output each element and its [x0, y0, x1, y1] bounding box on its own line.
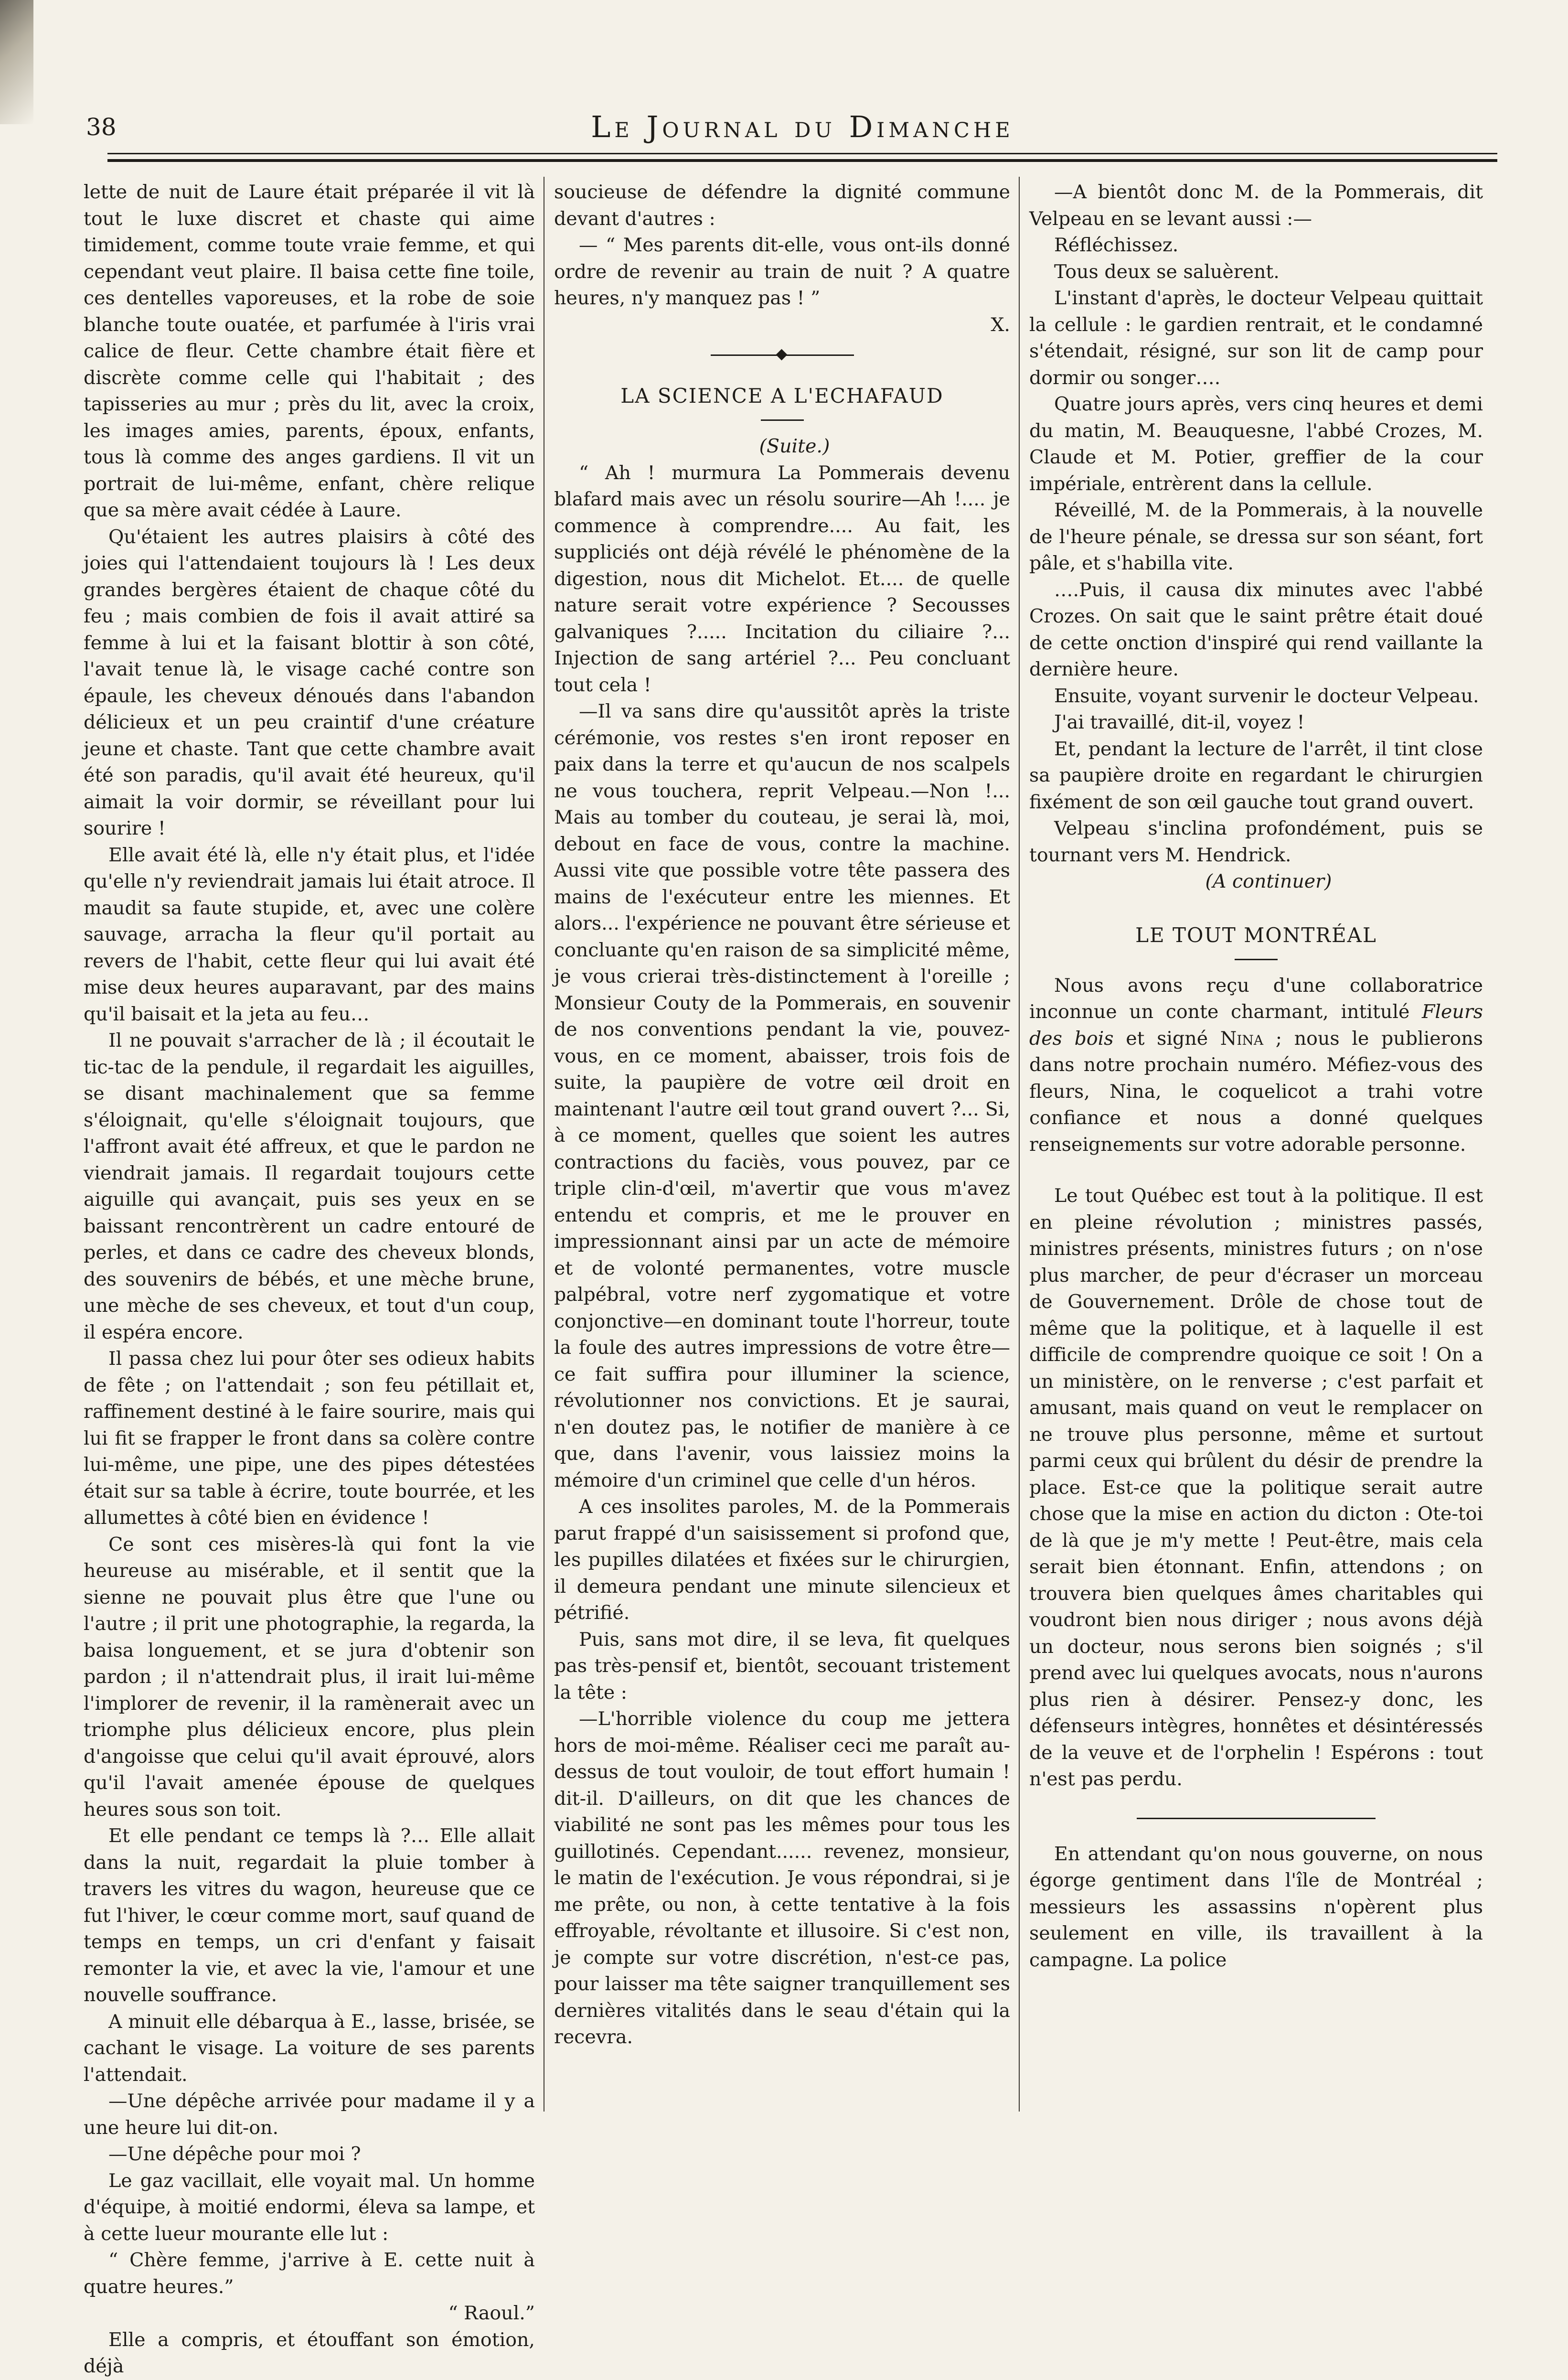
text-run: et signé: [1113, 1027, 1220, 1050]
ornamental-rule: [711, 354, 854, 356]
section-title: LA SCIENCE A L'ECHAFAUD: [620, 384, 944, 407]
paragraph: Puis, sans mot dire, il se leva, fit quelques pas très-pensif et, bientôt, secouant tristement la tête :: [554, 1628, 1010, 1704]
text-run: Nous avons reçu d'une collaboratrice inconnue un conte charmant, intitulé: [1029, 974, 1483, 1023]
paragraph: —A bientôt donc M. de la Pommerais, dit Velpeau en se levant aussi :—: [1029, 181, 1483, 230]
paragraph: Tous deux se saluèrent.: [1054, 260, 1280, 283]
title-rule: [761, 419, 804, 421]
paragraph: L'instant d'après, le docteur Velpeau quittait la cellule : le gardien rentrait, et le condamné s'étendait, résigné, sur son lit de camp pour dormir ou songer….: [1029, 287, 1483, 389]
paragraph: Velpeau s'inclina profondément, puis se tournant vers M. Hendrick.: [1029, 817, 1483, 866]
paragraph: A minuit elle débarqua à E., lasse, brisée, se cachant le visage. La voiture de ses parents l'attendait.: [84, 2010, 535, 2086]
column-2: [554, 179, 1010, 2162]
paragraph: A ces insolites paroles, M. de la Pommerais parut frappé d'un saisissement si profond que, les pupilles dilatées et fixées sur le chirurgien, il demeura pendant une minute silencieux et pétrifié.: [554, 1496, 1010, 1624]
continuation-note: (A continuer): [1205, 870, 1332, 892]
header-rule-thin: [107, 153, 1497, 154]
paragraph: soucieuse de défendre la dignité commune devant d'autres :: [554, 181, 1010, 230]
suite-label: (Suite.): [759, 435, 830, 457]
paragraph: J'ai travaillé, dit-il, voyez !: [1054, 711, 1305, 733]
paragraph: “ Ah ! murmura La Pommerais devenu blafard mais avec un résolu sourire—Ah !.... je commence à comprendre.... Au fait, les suppliciés ont déjà révélé le phénomène de la digestion, nous dit Michelot. Et.... de quelle nature serait votre expérience ? Secousses galvaniques ?..... Incitation du ciliaire ?... Injection de sang artériel ?... Peu concluant tout cela !: [554, 461, 1010, 696]
header-rule-thick: [107, 159, 1497, 162]
paragraph: ….Puis, il causa dix minutes avec l'abbé Crozes. On sait que le saint prêtre était doué de cette onction d'inspiré qui rend vaillante la dernière heure.: [1029, 579, 1483, 680]
paragraph: Ce sont ces misères-là qui font la vie heureuse au misérable, et il sentit que la sienne ne pouvait plus être que l'une ou l'autre ; il prit une photographie, la regarda, la baisa longuement, et se jura d'obtenir son pardon ; il n'attendrait plus, il irait lui-même l'implorer de revenir, il la ramènerait avec un triomphe plus délicieux encore, plus plein d'angoisse que celui qu'il avait éprouvé, alors qu'il l'avait amenée épouse de quelques heures sous son toit.: [84, 1533, 535, 1821]
paragraph: — “ Mes parents dit-elle, vous ont-ils donné ordre de revenir au train de nuit ? A quatre heures, n'y manquez pas ! ”: [554, 234, 1010, 309]
paragraph: Et, pendant la lecture de l'arrêt, il tint close sa paupière droite en regardant le chirurgien fixément de son œil gauche tout grand ouvert.: [1029, 738, 1483, 813]
separator-rule: [1137, 1818, 1376, 1819]
paragraph: Le gaz vacillait, elle voyait mal. Un homme d'équipe, à moitié endormi, éleva sa lampe, et à cette lueur mourante elle lut :: [84, 2169, 535, 2245]
title-rule: [1235, 959, 1278, 960]
paragraph: Qu'étaient les autres plaisirs à côté des joies qui l'attendaient toujours là ! Les deux grandes bergères étaient de chaque côté du feu ; mais combien de fois il avait attiré sa femme à lui et la faisant blottir à son côté, l'avait tenue là, le visage caché contre son épaule, les cheveux dénoués dans l'abandon délicieux et un peu craintif d'une créature jeune et chaste. Tant que cette chambre avait été son paradis, qu'il avait été heureux, qu'il aimait la voir dormir, se réveillant pour lui sourire !: [84, 525, 535, 839]
text-run: ; nous le publierons dans notre prochain numéro. Méfiez-vous des fleurs, Nina, le coquelicot a trahi votre confiance et nous a donné quelques renseignements sur votre adorable personne.: [1029, 1027, 1483, 1156]
section-title: LE TOUT MONTRÉAL: [1135, 923, 1377, 947]
column-3: [1029, 179, 1483, 2162]
paragraph: “ Chère femme, j'arrive à E. cette nuit à quatre heures.”: [84, 2249, 535, 2298]
telegram-signature: “ Raoul.”: [448, 2302, 535, 2324]
journal-title: Le Journal du Dimanche: [591, 109, 1014, 144]
paragraph: Le tout Québec est tout à la politique. Il est en pleine révolution ; ministres passés, ministres présents, ministres futurs ; on n'ose plus marcher, de peur d'écraser un morceau de Gouvernement. Drôle de chose tout de même que la politique, et à laquelle il est difficile de comprendre quoique ce soit ! On a un ministère, on le renverse ; c'est parfait et amusant, mais quand on veut le remplacer on ne trouve plus personne, même et surtout parmi ceux qui brûlent du désir de prendre la place. Est-ce que la politique serait autre chose que la mise en action du dicton : Ote-toi de là que je m'y mette ! Peut-être, mais cela serait bien étonnant. Enfin, attendons ; on trouvera bien quelques âmes charitables qui voudront bien nous diriger ; nous avons déjà un docteur, nous serons bien soignés ; s'il prend avec lui quelques avocats, nous n'aurons plus rien à désirer. Pensez-y donc, les défenseurs intègres, honnêtes et désintéressés de la veuve et de l'orphelin ! Espérons : tout n'est pas perdu.: [1029, 1185, 1483, 1790]
paragraph: lette de nuit de Laure était préparée il vit là tout le luxe discret et chaste qui aime timidement, comme toute vraie femme, et qui cependant veut plaire. Il baisa cette fine toile, ces dentelles vaporeuses, et la robe de soie blanche toute ouatée, et parfumée à l'iris vrai calice de fleur. Cette chambre était fière et discrète comme celle qui l'habitait ; des tapisseries au mur ; près du lit, avec la croix, les images amies, parents, époux, enfants, tous là comme des anges gardiens. Il vit un portrait de lui-même, enfant, chère relique que sa mère avait cédée à Laure.: [84, 181, 535, 521]
author-name: Nina: [1220, 1027, 1264, 1050]
paragraph: Il ne pouvait s'arracher de là ; il écoutait le tic-tac de la pendule, il regardait les aiguilles, se disant machinalement que sa femme s'éloignait, qu'elle s'éloignait toujours, que l'affront avait été affreux, et que le pardon ne viendrait jamais. Il regardait toujours cette aiguille qui avançait, puis ses yeux en se baissant rencontrèrent un cadre entouré de perles, et dans ce cadre des cheveux blonds, des souvenirs de bébés, et une mèche brune, une mèche de ses cheveux, et tout d'un coup, il espéra encore.: [84, 1029, 535, 1343]
paragraph: —Il va sans dire qu'aussitôt après la triste cérémonie, vos restes s'en iront reposer en paix dans la terre et qu'aucun de nos scalpels ne vous touchera, reprit Velpeau.—Non !... Mais au tomber du couteau, je serai là, moi, debout en face de vous, contre la machine. Aussi vite que possible votre tête passera des mains de l'exécuteur entre les miennes. Et alors... l'expérience ne pouvant être sérieuse et concluante qu'en raison de sa simplicité même, je vous crierai très-distinctement à l'oreille ; Monsieur Couty de la Pommerais, en souvenir de nos conventions pendant la vie, pouvez-vous, en ce moment, abaisser, trois fois de suite, la paupière de votre œil droit en maintenant l'autre œil tout grand ouvert ?... Si, à ce moment, quelles que soient les autres contractions du faciès, vous pouvez, par ce triple clin-d'œil, m'avertir que vous m'avez entendu et compris, et me le prouver en impressionnant ainsi par un acte de mémoire et de volonté permanentes, votre muscle palpébral, votre nerf zygomatique et votre conjonctive—en dominant toute l'horreur, toute la foule des autres impressions de votre être—ce fait suffira pour illuminer la science, révolutionner nos convictions. Et je saurai, n'en doutez pas, le notifier de manière à ce que, dans l'avenir, vous laissiez moins la mémoire d'un criminel que celle d'un héros.: [554, 700, 1010, 1491]
paragraph: Quatre jours après, vers cinq heures et demi du matin, M. Beauquesne, l'abbé Crozes, M. Claude et M. Potier, greffier de la cour impériale, entrèrent dans la cellule.: [1029, 393, 1483, 495]
page-header: [86, 109, 1519, 152]
scan-edge-shadow: [0, 0, 33, 124]
paragraph: —L'horrible violence du coup me jettera hors de moi-même. Réaliser ceci me paraît au-dessus de tout vouloir, de tout effort humain ! dit-il. D'ailleurs, on dit que les chances de viabilité ne sont pas les mêmes pour tous les guillotinés. Cependant...... revenez, monsieur, le matin de l'exécution. Je vous répondrai, si je me prête, ou non, à cette tentative à la fois effroyable, révoltante et illusoire. Si c'est non, je compte sur votre discrétion, n'est-ce pas, pour laisser ma tête saigner tranquillement ses dernières vitalités dans le seau d'étain qui la recevra.: [554, 1708, 1010, 2048]
paragraph: Elle a compris, et étouffant son émotion, déjà: [84, 2328, 535, 2377]
paragraph: Il passa chez lui pour ôter ses odieux habits de fête ; on l'attendait ; son feu pétillait et, raffinement destiné à le faire sourire, mais qui lui fit se frapper le front dans sa colère contre lui-même, une pipe, une des pipes détestées était sur sa table à écrire, toute bourrée, et les allumettes à côté bien en évidence !: [84, 1348, 535, 1529]
paragraph: Elle avait été là, elle n'y était plus, et l'idée qu'elle n'y reviendrait jamais lui était atroce. Il maudit sa faute stupide, et, avec une colère sauvage, arracha la fleur qu'il portait au revers de l'habit, cette fleur qui lui avait été mise deux heures auparavant, par des mains qu'il baisait et la jeta au feu…: [84, 844, 535, 1025]
diamond-ornament: [776, 349, 787, 360]
column-divider: [1019, 177, 1020, 2112]
paragraph: Réfléchissez.: [1054, 234, 1179, 256]
story-title: Fleurs des bois: [1029, 1001, 1483, 1050]
column-1: [84, 179, 535, 2377]
paragraph: Réveillé, M. de la Pommerais, à la nouvelle de l'heure pénale, se dressa sur son séant, fort pâle, et s'habilla vite.: [1029, 499, 1483, 574]
paragraph: —Une dépêche pour moi ?: [108, 2143, 361, 2165]
paragraph: En attendant qu'on nous gouverne, on nous égorge gentiment dans l'île de Montréal ; messieurs les assassins n'opèrent plus seulement en ville, ils travaillent à la campagne. La police: [1029, 1843, 1483, 1971]
paragraph: [1029, 973, 1483, 1158]
paragraph: Ensuite, voyant survenir le docteur Velpeau.: [1054, 685, 1479, 707]
paragraph: Et elle pendant ce temps là ?… Elle allait dans la nuit, regardait la pluie tomber à travers les vitres du wagon, heureuse que ce fut l'hiver, le cœur comme mort, sauf quand de temps en temps, un cri d'enfant y faisait remonter la vie, et avec la vie, l'amour et une nouvelle souffrance.: [84, 1825, 535, 2006]
story-signature: X.: [991, 313, 1010, 336]
page-number: 38: [86, 113, 117, 141]
paragraph: —Une dépêche arrivée pour madame il y a une heure lui dit-on.: [84, 2090, 535, 2139]
